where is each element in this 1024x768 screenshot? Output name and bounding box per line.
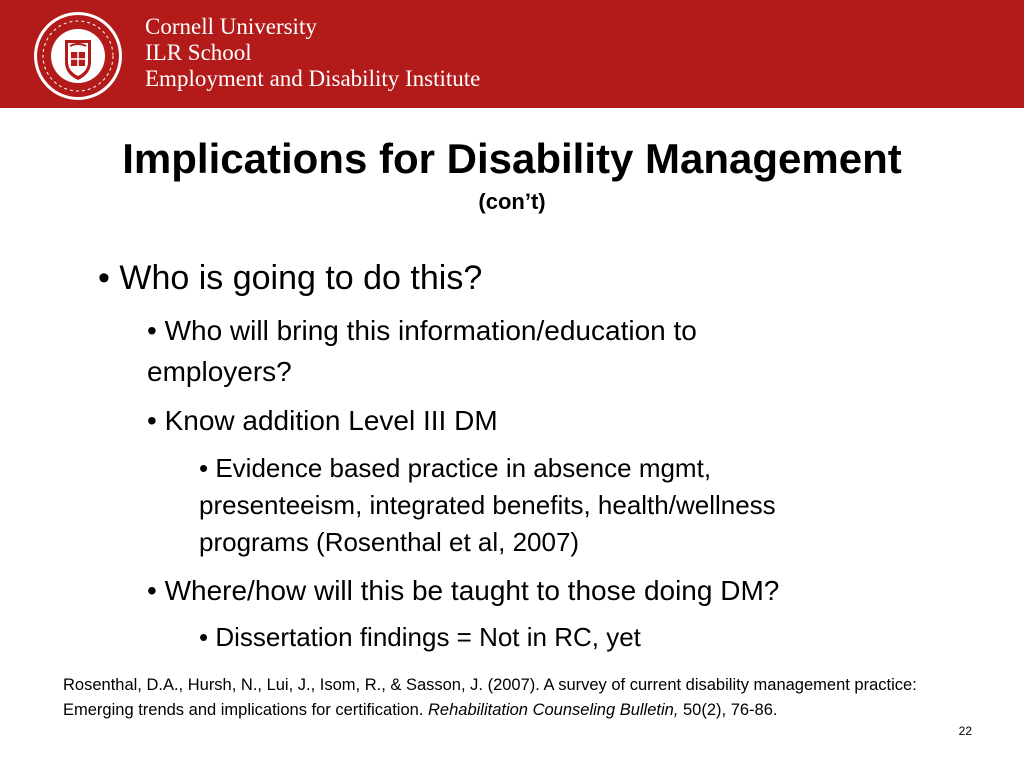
reference-text: Rosenthal, D.A., Hursh, N., Lui, J., Isom, R., & Sasson, J. (2007). A survey of current disability management practice: Emerging trends and implications for certification. [63, 676, 917, 719]
bullet-level3-continuation: programs (Rosenthal et al, 2007) [199, 527, 580, 557]
bullet-level3-continuation: presenteeism, integrated benefits, health/wellness [199, 490, 776, 520]
institution-line-2: ILR School [145, 40, 252, 65]
bullet-level3: • Evidence based practice in absence mgmt, [199, 453, 712, 483]
institution-line-3: Employment and Disability Institute [145, 66, 481, 91]
bullet-level2: • Who will bring this information/education to [147, 315, 697, 346]
slide-subtitle: (con’t) [478, 189, 546, 214]
bullet-level2-continuation: employers? [147, 356, 292, 387]
bullet-level3: • Dissertation findings = Not in RC, yet [199, 622, 641, 652]
cornell-seal-logo [32, 10, 124, 102]
bullet-level1: • Who is going to do this? [98, 259, 483, 297]
bullet-level2: • Know addition Level III DM [147, 405, 498, 436]
institution-name [145, 14, 480, 92]
reference-volume: 50(2), 76-86. [678, 701, 778, 719]
slide-title: Implications for Disability Management [122, 135, 902, 182]
reference-journal: Rehabilitation Counseling Bulletin, [428, 701, 679, 719]
institution-line-1: Cornell University [145, 14, 317, 39]
page-number: 22 [958, 724, 972, 738]
bullet-level2: • Where/how will this be taught to those doing DM? [147, 575, 780, 606]
header-banner [0, 0, 1024, 108]
reference-citation [63, 673, 943, 723]
